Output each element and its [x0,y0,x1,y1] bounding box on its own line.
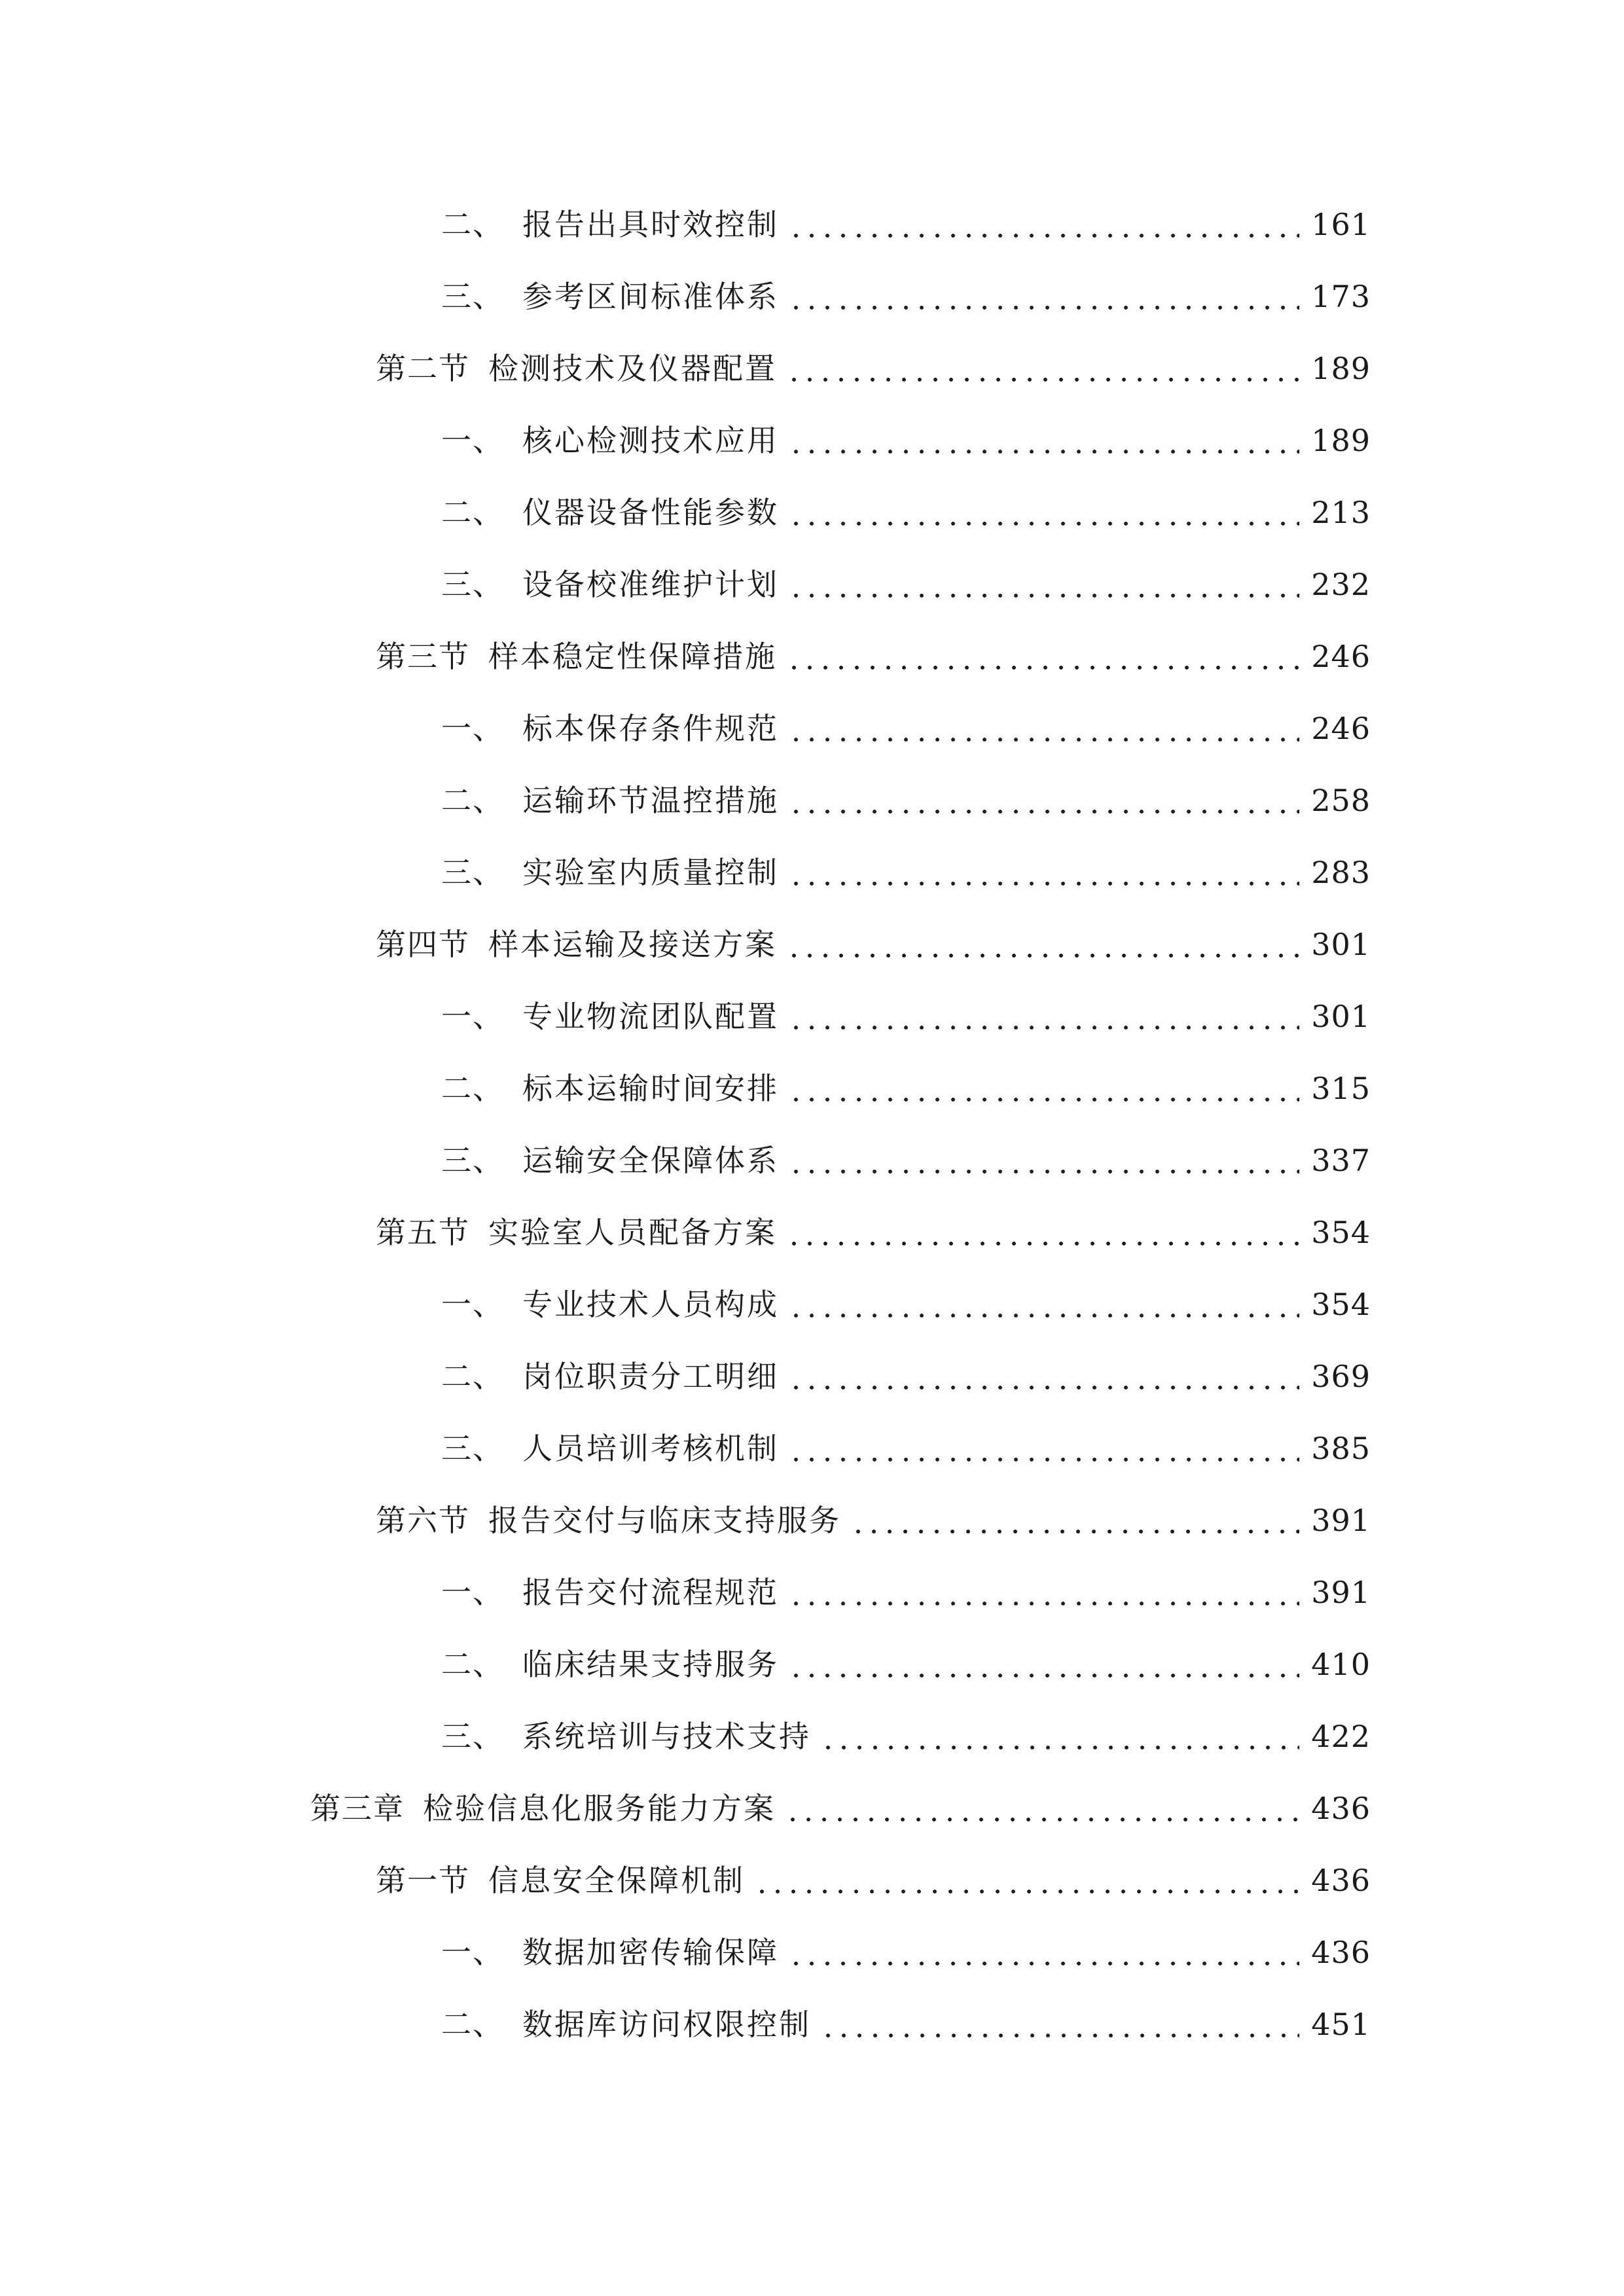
table-of-contents [0,188,1624,2060]
toc-entry-title: 报告交付流程规范 [522,1575,779,1610]
toc-entry-page-number: 283 [1311,855,1371,890]
toc-entry-item[interactable] [0,1916,1624,1988]
toc-entry-title: 专业技术人员构成 [522,1287,779,1322]
dot-leader [788,713,1299,744]
toc-entry-number: 一、 [441,1935,504,1970]
dot-leader [850,1505,1299,1535]
toc-entry-page-number: 422 [1311,1719,1371,1754]
dot-leader [788,425,1299,456]
toc-entry-page-number: 189 [1311,423,1371,458]
toc-entry-page-number: 301 [1311,927,1371,962]
toc-entry-item[interactable] [0,1124,1624,1196]
toc-entry-section[interactable] [0,620,1624,692]
dot-leader [788,569,1299,600]
toc-entry-page-number: 391 [1311,1503,1371,1538]
toc-entry-page-number: 246 [1311,639,1371,674]
toc-entry-title: 数据加密传输保障 [522,1935,779,1970]
toc-entry-number: 第一节 [376,1863,470,1898]
toc-entry-number: 二、 [441,783,504,818]
toc-entry-number: 第六节 [376,1503,470,1538]
toc-entry-title: 检测技术及仪器配置 [488,351,777,386]
toc-entry-chapter[interactable] [0,1772,1624,1844]
toc-entry-item[interactable] [0,692,1624,764]
toc-entry-item[interactable] [0,476,1624,548]
dot-leader [786,929,1299,960]
toc-entry-item[interactable] [0,404,1624,476]
toc-entry-number: 二、 [441,2007,504,2042]
dot-leader [820,2009,1299,2039]
toc-entry-title: 信息安全保障机制 [488,1863,745,1898]
toc-entry-item[interactable] [0,260,1624,332]
toc-entry-number: 三、 [441,567,504,602]
toc-entry-title: 系统培训与技术支持 [522,1719,811,1754]
toc-entry-number: 三、 [441,1719,504,1754]
toc-entry-section[interactable] [0,1484,1624,1556]
toc-entry-title: 仪器设备性能参数 [522,495,779,530]
dot-leader [786,641,1299,672]
dot-leader [788,281,1299,312]
dot-leader [788,1649,1299,1679]
toc-entry-title: 参考区间标准体系 [522,279,779,314]
toc-entry-page-number: 232 [1311,567,1371,602]
toc-entry-item[interactable] [0,548,1624,620]
toc-entry-item[interactable] [0,1556,1624,1628]
toc-entry-number: 一、 [441,711,504,746]
toc-entry-number: 二、 [441,207,504,242]
toc-entry-number: 三、 [441,1143,504,1178]
toc-entry-title: 人员培训考核机制 [522,1431,779,1466]
toc-entry-number: 第二节 [376,351,470,386]
toc-entry-title: 专业物流团队配置 [522,999,779,1034]
dot-leader [788,1001,1299,1031]
toc-entry-section[interactable] [0,1196,1624,1268]
toc-entry-number: 一、 [441,1287,504,1322]
toc-entry-page-number: 161 [1311,207,1371,242]
toc-entry-title: 运输安全保障体系 [522,1143,779,1178]
toc-entry-page-number: 436 [1311,1935,1371,1970]
toc-entry-section[interactable] [0,332,1624,404]
dot-leader [788,497,1299,528]
toc-entry-title: 临床结果支持服务 [522,1647,779,1682]
toc-entry-page-number: 369 [1311,1359,1371,1394]
toc-entry-title: 报告交付与临床支持服务 [488,1503,841,1538]
toc-entry-title: 数据库访问权限控制 [522,2007,811,2042]
toc-entry-page-number: 246 [1311,711,1371,746]
toc-entry-page-number: 173 [1311,279,1371,314]
toc-entry-number: 第三节 [376,639,470,674]
toc-entry-title: 样本运输及接送方案 [488,927,777,962]
toc-entry-number: 一、 [441,999,504,1034]
toc-entry-title: 标本保存条件规范 [522,711,779,746]
toc-entry-item[interactable] [0,1340,1624,1412]
toc-entry-page-number: 315 [1311,1071,1371,1106]
toc-entry-item[interactable] [0,1052,1624,1124]
toc-entry-title: 实验室人员配备方案 [488,1215,777,1250]
toc-entry-number: 一、 [441,423,504,458]
dot-leader [788,1145,1299,1175]
toc-entry-item[interactable] [0,1412,1624,1484]
toc-entry-number: 第五节 [376,1215,470,1250]
toc-entry-page-number: 410 [1311,1647,1371,1682]
toc-entry-section[interactable] [0,908,1624,980]
toc-entry-item[interactable] [0,836,1624,908]
dot-leader [788,209,1299,240]
toc-entry-number: 三、 [441,855,504,890]
toc-entry-page-number: 354 [1311,1287,1371,1322]
toc-entry-section[interactable] [0,1844,1624,1916]
toc-entry-page-number: 451 [1311,2007,1371,2042]
dot-leader [788,1433,1299,1463]
toc-entry-number: 第三章 [310,1791,405,1826]
toc-entry-item[interactable] [0,1268,1624,1340]
dot-leader [788,1577,1299,1607]
toc-entry-number: 二、 [441,1071,504,1106]
toc-entry-page-number: 436 [1311,1863,1371,1898]
toc-entry-page-number: 213 [1311,495,1371,530]
toc-entry-number: 二、 [441,1359,504,1394]
toc-entry-number: 二、 [441,495,504,530]
toc-entry-number: 一、 [441,1575,504,1610]
toc-entry-number: 三、 [441,1431,504,1466]
dot-leader [754,1865,1299,1895]
toc-entry-page-number: 258 [1311,783,1371,818]
dot-leader [788,1289,1299,1319]
toc-entry-title: 检验信息化服务能力方案 [423,1791,776,1826]
toc-entry-item[interactable] [0,1988,1624,2060]
toc-entry-item[interactable] [0,1628,1624,1700]
toc-entry-title: 核心检测技术应用 [522,423,779,458]
toc-entry-title: 岗位职责分工明细 [522,1359,779,1394]
toc-entry-title: 设备校准维护计划 [522,567,779,602]
dot-leader [786,353,1299,384]
dot-leader [788,1073,1299,1103]
dot-leader [788,1361,1299,1391]
toc-entry-title: 报告出具时效控制 [522,207,779,242]
dot-leader [788,1937,1299,1967]
toc-entry-item[interactable] [0,764,1624,836]
toc-entry-item[interactable] [0,1700,1624,1772]
toc-entry-title: 运输环节温控措施 [522,783,779,818]
dot-leader [785,1793,1299,1823]
toc-entry-number: 第四节 [376,927,470,962]
toc-entry-title: 标本运输时间安排 [522,1071,779,1106]
toc-entry-page-number: 301 [1311,999,1371,1034]
toc-entry-number: 二、 [441,1647,504,1682]
toc-entry-page-number: 354 [1311,1215,1371,1250]
toc-entry-title: 样本稳定性保障措施 [488,639,777,674]
dot-leader [788,857,1299,888]
toc-entry-title: 实验室内质量控制 [522,855,779,890]
toc-entry-page-number: 391 [1311,1575,1371,1610]
dot-leader [820,1721,1299,1751]
toc-entry-page-number: 189 [1311,351,1371,386]
toc-entry-page-number: 337 [1311,1143,1371,1178]
toc-entry-item[interactable] [0,188,1624,260]
dot-leader [788,785,1299,816]
toc-entry-number: 三、 [441,279,504,314]
dot-leader [786,1217,1299,1247]
toc-entry-item[interactable] [0,980,1624,1052]
toc-entry-page-number: 385 [1311,1431,1371,1466]
toc-entry-page-number: 436 [1311,1791,1371,1826]
